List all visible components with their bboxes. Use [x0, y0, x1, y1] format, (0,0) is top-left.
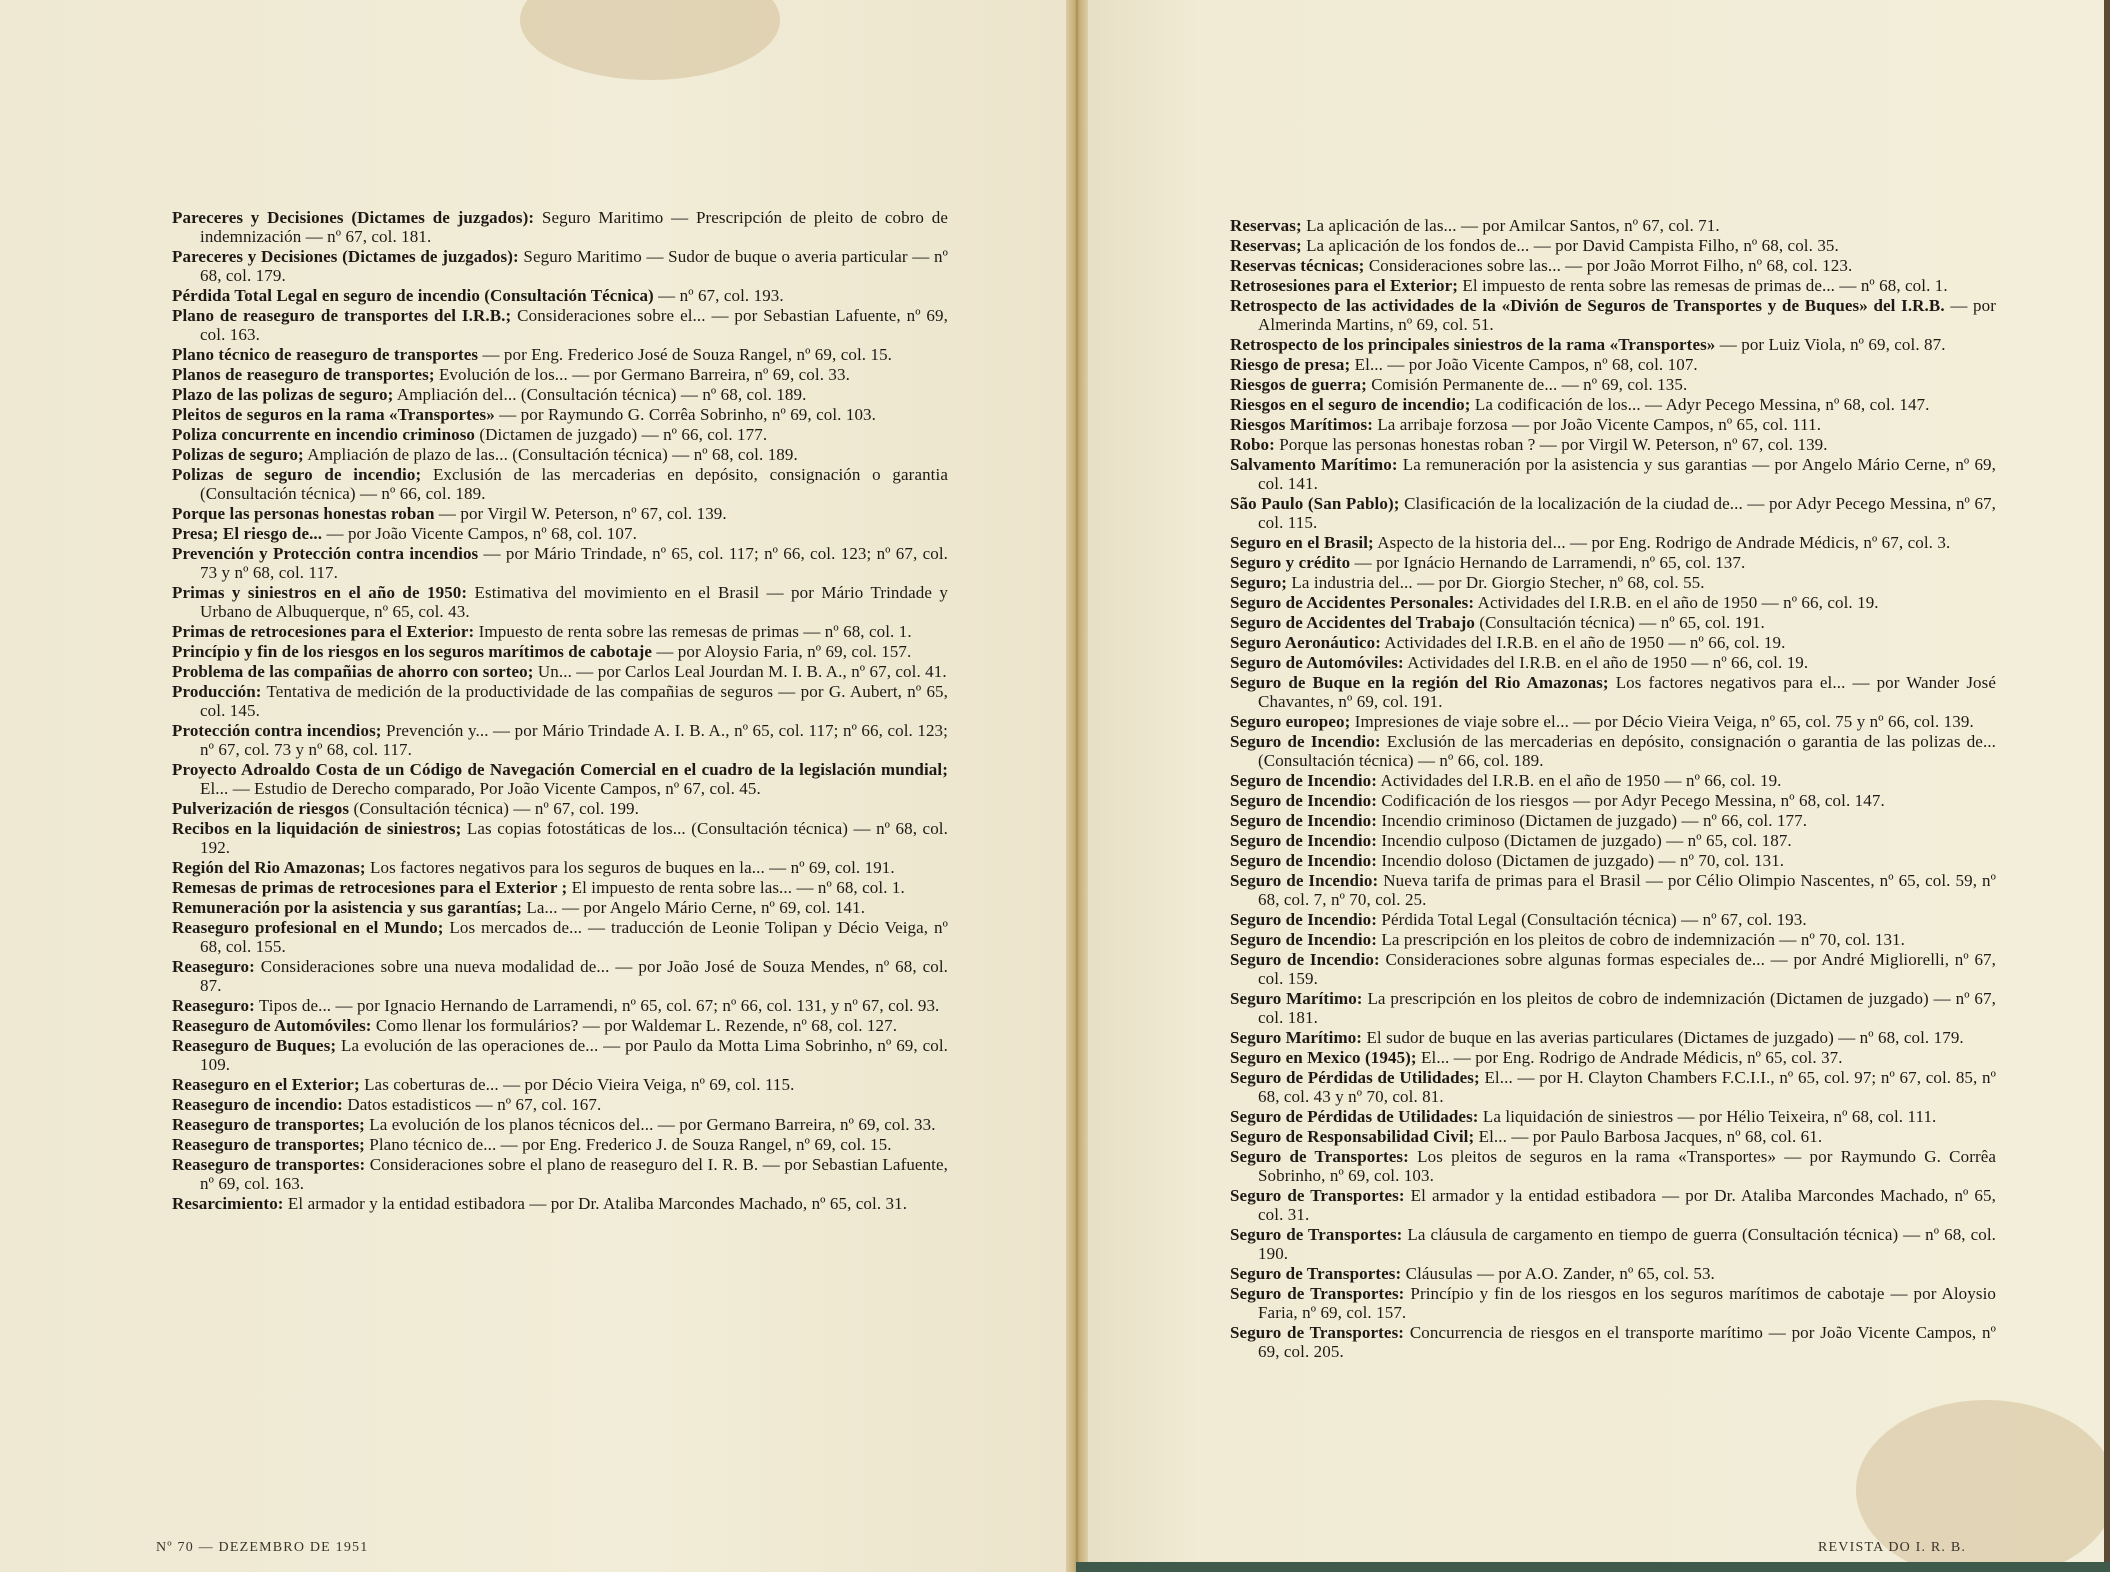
entry-reference: Cláusulas — por A.O. Zander, nº 65, col. 53. [1405, 1264, 1715, 1283]
entry-heading: Pleitos de seguros en la rama «Transportes» [172, 405, 495, 424]
entry-reference: Impuesto de renta sobre las remesas de primas — nº 68, col. 1. [478, 622, 912, 641]
entry-heading: Seguro de Accidentes Personales: [1230, 593, 1475, 612]
index-entry [172, 1075, 948, 1094]
entry-heading: Seguro de Pérdidas de Utilidades: [1230, 1107, 1479, 1126]
entry-reference: Consideraciones sobre algunas formas especiales de... — por André Migliorelli, nº 67, col. 159. [1258, 950, 1997, 988]
index-entry [172, 799, 948, 818]
entry-heading: Presa; El riesgo de... [172, 524, 323, 543]
index-column-right [1230, 216, 1996, 1362]
entry-heading: Seguro Marítimo: [1230, 1028, 1363, 1047]
entry-heading: Plano de reaseguro de transportes del I.R.B.; [172, 306, 512, 325]
entry-heading: Prevención y Protección contra incendios [172, 544, 479, 563]
index-entry [1230, 653, 1996, 672]
entry-reference: La evolución de las operaciones de... — por Paulo da Motta Lima Sobrinho, nº 69, col. 109. [200, 1036, 949, 1074]
entry-reference: — por Raymundo G. Corrêa Sobrinho, nº 69, col. 103. [499, 405, 877, 424]
entry-reference: Aspecto de la historia del... — por Eng. Rodrigo de Andrade Médicis, nº 67, col. 3. [1377, 533, 1951, 552]
entry-heading: Planos de reaseguro de transportes; [172, 365, 435, 384]
entry-reference: La cláusula de cargamento en tiempo de guerra (Consultación técnica) — nº 68, col. 190. [1258, 1225, 1996, 1263]
entry-heading: Seguro Aeronáutico: [1230, 633, 1381, 652]
index-entry [1230, 1127, 1996, 1146]
entry-heading: Seguro de Automóviles: [1230, 653, 1404, 672]
entry-heading: Seguro de Incendio: [1230, 930, 1378, 949]
entry-reference: Las coberturas de... — por Décio Vieira Veiga, nº 69, col. 115. [364, 1075, 795, 1094]
entry-reference: La evolución de los planos técnicos del... — por Germano Barreira, nº 69, col. 33. [369, 1115, 936, 1134]
index-entry [172, 1095, 948, 1114]
entry-reference: Los factores negativos para los seguros de buques en la... — nº 69, col. 191. [370, 858, 895, 877]
index-entry [172, 1194, 948, 1213]
entry-reference: El... — por Paulo Barbosa Jacques, nº 68, col. 61. [1478, 1127, 1823, 1146]
index-entry [172, 425, 948, 444]
index-entry [172, 878, 948, 897]
entry-reference: Clasificación de la localización de la ciudad de... — por Adyr Pecego Messina, nº 67, col. 115. [1258, 494, 1997, 532]
entry-reference: Incendio doloso (Dictamen de juzgado) — nº 70, col. 131. [1381, 851, 1785, 870]
entry-heading: Pareceres y Decisiones (Dictames de juzgados): [172, 247, 519, 266]
entry-heading: Reaseguro profesional en el Mundo; [172, 918, 444, 937]
index-entry [1230, 553, 1996, 572]
entry-heading: Salvamento Marítimo: [1230, 455, 1398, 474]
index-entry [1230, 236, 1996, 255]
entry-heading: Seguro y crédito [1230, 553, 1351, 572]
entry-heading: Seguro de Transportes: [1230, 1225, 1403, 1244]
entry-reference: El... — Estudio de Derecho comparado, Por João Vicente Campos, nº 67, col. 45. [200, 779, 761, 798]
entry-reference: Comisión Permanente de... — nº 69, col. 135. [1371, 375, 1688, 394]
entry-reference: Consideraciones sobre una nueva modalidad de... — por João José de Souza Mendes, nº 68, col. 87. [200, 957, 949, 995]
index-entry [1230, 395, 1996, 414]
index-entry [172, 286, 948, 305]
entry-reference: La prescripción en los pleitos de cobro de indemnización — nº 70, col. 131. [1381, 930, 1905, 949]
index-entry [172, 662, 948, 681]
entry-reference: Consideraciones sobre las... — por João Morrot Filho, nº 68, col. 123. [1368, 256, 1853, 275]
index-entry [172, 524, 948, 543]
entry-reference: Pérdida Total Legal (Consultación técnica) — nº 67, col. 193. [1381, 910, 1807, 929]
entry-heading: Poliza concurrente en incendio criminoso [172, 425, 476, 444]
index-entry [172, 544, 948, 582]
entry-heading: Retrospecto de las actividades de la «Divión de Seguros de Transportes y de Buques» del I.R.B. [1230, 296, 1945, 315]
index-entry [172, 622, 948, 641]
index-entry [1230, 1186, 1996, 1224]
entry-heading: Seguro en Mexico (1945); [1230, 1048, 1417, 1067]
index-entry [1230, 1147, 1996, 1185]
entry-reference: — por Virgil W. Peterson, nº 67, col. 139. [438, 504, 727, 523]
index-entry [172, 858, 948, 877]
entry-heading: Riesgos en el seguro de incendio; [1230, 395, 1471, 414]
index-entry [1230, 335, 1996, 354]
entry-reference: (Dictamen de juzgado) — nº 66, col. 177. [479, 425, 768, 444]
entry-reference: Prevención y... — por Mário Trindade A. I. B. A., nº 65, col. 117; nº 66, col. 123; nº 67, col. 73 y nº 68, col. 117. [200, 721, 948, 759]
entry-reference: El armador y la entidad estibadora — por Dr. Ataliba Marcondes Machado, nº 65, col. 31. [287, 1194, 908, 1213]
entry-reference: — por João Vicente Campos, nº 68, col. 107. [326, 524, 637, 543]
entry-reference: Porque las personas honestas roban ? — por Virgil W. Peterson, nº 67, col. 139. [1279, 435, 1828, 454]
index-entry [172, 208, 948, 246]
entry-heading: Retrospecto de los principales siniestros de la rama «Transportes» [1230, 335, 1716, 354]
entry-reference: La aplicación de los fondos de... — por David Campista Filho, nº 68, col. 35. [1306, 236, 1839, 255]
entry-heading: Problema de las compañias de ahorro con sorteo; [172, 662, 534, 681]
index-entry [172, 504, 948, 523]
entry-reference: Incendio culposo (Dictamen de juzgado) — nº 65, col. 187. [1381, 831, 1792, 850]
entry-reference: Ampliación del... (Consultación técnica) — nº 68, col. 189. [396, 385, 807, 404]
entry-heading: Seguro de Incendio: [1230, 910, 1378, 929]
entry-heading: Reaseguro de transportes; [172, 1115, 365, 1134]
entry-heading: Seguro de Incendio: [1230, 950, 1380, 969]
entry-reference: Seguro Maritimo — Prescripción de pleito de cobro de indemnización — nº 67, col. 181. [200, 208, 949, 246]
index-entry [1230, 1048, 1996, 1067]
entry-heading: Reservas; [1230, 236, 1302, 255]
entry-heading: Protección contra incendios; [172, 721, 382, 740]
entry-heading: Reaseguro en el Exterior; [172, 1075, 360, 1094]
index-entry [172, 583, 948, 621]
index-entry [1230, 415, 1996, 434]
index-entry [1230, 494, 1996, 532]
entry-heading: Reaseguro de transportes: [172, 1155, 366, 1174]
entry-reference: — por Eng. Frederico José de Souza Rangel, nº 69, col. 15. [482, 345, 893, 364]
entry-heading: Polizas de seguro; [172, 445, 304, 464]
index-entry [172, 1115, 948, 1134]
entry-reference: La arribaje forzosa — por João Vicente Campos, nº 65, col. 111. [1377, 415, 1822, 434]
entry-heading: Reaseguro de incendio: [172, 1095, 343, 1114]
index-entry [172, 760, 948, 798]
entry-heading: Seguro de Pérdidas de Utilidades; [1230, 1068, 1480, 1087]
index-entry [1230, 533, 1996, 552]
entry-heading: Seguro de Incendio: [1230, 851, 1378, 870]
entry-reference: — por Ignácio Hernando de Larramendi, nº 65, col. 137. [1354, 553, 1746, 572]
index-entry [172, 898, 948, 917]
index-entry [1230, 573, 1996, 592]
entry-heading: Seguro de Transportes: [1230, 1147, 1409, 1166]
entry-reference: Los mercados de... — traducción de Leonie Tolipan y Décio Veiga, nº 68, col. 155. [200, 918, 948, 956]
entry-heading: Seguro de Transportes: [1230, 1264, 1402, 1283]
index-entry [172, 1036, 948, 1074]
entry-heading: Polizas de seguro de incendio; [172, 465, 422, 484]
book-spine [1066, 0, 1088, 1572]
entry-heading: Pareceres y Decisiones (Dictames de juzgados): [172, 208, 535, 227]
entry-reference: Exclusión de las mercaderias en depósito, consignación o garantia (Consultación técnica) — nº 66, col. 189. [200, 465, 948, 503]
entry-reference: Nueva tarifa de primas para el Brasil — por Célio Olimpio Nascentes, nº 65, col. 59, nº 68, col. 7, nº 70, col. 25. [1258, 871, 1996, 909]
index-entry [1230, 771, 1996, 790]
index-entry [172, 306, 948, 344]
entry-heading: Riesgos Marítimos: [1230, 415, 1373, 434]
footer-journal: REVISTA DO I. R. B. [1818, 1540, 1967, 1555]
index-entry [1230, 1264, 1996, 1283]
index-entry [1230, 712, 1996, 731]
entry-reference: El impuesto de renta sobre las... — nº 68, col. 1. [571, 878, 905, 897]
entry-reference: Los pleitos de seguros en la rama «Transportes» — por Raymundo G. Corrêa Sobrinho, nº 69, col. 103. [1258, 1147, 1997, 1185]
entry-reference: Estimativa del movimiento en el Brasil — por Mário Trindade y Urbano de Albuquerque, nº 65, col. 43. [200, 583, 948, 621]
entry-reference: Evolución de los... — por Germano Barreira, nº 69, col. 33. [438, 365, 850, 384]
entry-reference: — por Aloysio Faria, nº 69, col. 157. [656, 642, 912, 661]
index-entry [1230, 1107, 1996, 1126]
index-entry [1230, 1323, 1996, 1361]
entry-reference: El sudor de buque en las averias particulares (Dictames de juzgado) — nº 68, col. 179. [1366, 1028, 1964, 1047]
index-entry [1230, 732, 1996, 770]
entry-heading: Reaseguro de transportes; [172, 1135, 365, 1154]
index-entry [172, 642, 948, 661]
entry-heading: Porque las personas honestas roban [172, 504, 435, 523]
index-entry [1230, 871, 1996, 909]
index-entry [172, 1016, 948, 1035]
entry-reference: La liquidación de siniestros — por Hélio Teixeira, nº 68, col. 111. [1482, 1107, 1937, 1126]
entry-reference: Actividades del I.R.B. en el año de 1950 — nº 66, col. 19. [1384, 633, 1786, 652]
index-entry [172, 918, 948, 956]
entry-heading: Reservas técnicas; [1230, 256, 1365, 275]
entry-reference: Tipos de... — por Ignacio Hernando de Larramendi, nº 65, col. 67; nº 66, col. 131, y nº 67, col. 93. [258, 996, 940, 1015]
entry-heading: Seguro de Incendio: [1230, 871, 1379, 890]
index-entry [1230, 355, 1996, 374]
index-entry [1230, 256, 1996, 275]
index-entry [1230, 216, 1996, 235]
entry-reference: — por Luiz Viola, nº 69, col. 87. [1719, 335, 1946, 354]
entry-heading: Plano técnico de reaseguro de transportes [172, 345, 479, 364]
index-entry [1230, 930, 1996, 949]
entry-reference: El armador y la entidad estibadora — por Dr. Ataliba Marcondes Machado, nº 65, col. 31. [1258, 1186, 1996, 1224]
entry-heading: Seguro de Transportes: [1230, 1284, 1405, 1303]
index-entry [1230, 455, 1996, 493]
entry-heading: São Paulo (San Pablo); [1230, 494, 1400, 513]
entry-reference: Impresiones de viaje sobre el... — por Décio Vieira Veiga, nº 65, col. 75 y nº 66, col. 139. [1354, 712, 1974, 731]
entry-heading: Reaseguro de Buques; [172, 1036, 337, 1055]
entry-reference: Exclusión de las mercaderias en depósito, consignación o garantia de las polizas de... (Consultación técnica) — nº 66, col. 189. [1258, 732, 1996, 770]
entry-heading: Seguro de Incendio: [1230, 831, 1378, 850]
entry-heading: Seguro de Transportes: [1230, 1323, 1405, 1342]
cover-strip [1076, 1562, 2110, 1572]
right-page [1076, 0, 2110, 1572]
entry-heading: Riesgo de presa; [1230, 355, 1351, 374]
index-entry [1230, 989, 1996, 1027]
entry-heading: Reaseguro de Automóviles: [172, 1016, 372, 1035]
entry-heading: Seguro de Incendio: [1230, 791, 1378, 810]
entry-heading: Seguro de Responsabilidad Civil; [1230, 1127, 1475, 1146]
index-entry [1230, 851, 1996, 870]
index-entry [1230, 1028, 1996, 1047]
index-entry [172, 1155, 948, 1193]
index-entry [1230, 633, 1996, 652]
entry-heading: Remuneración por la asistencia y sus garantías; [172, 898, 523, 917]
entry-reference: (Consultación técnica) — nº 65, col. 191. [1479, 613, 1765, 632]
entry-reference: — nº 67, col. 193. [658, 286, 784, 305]
entry-reference: El... — por Eng. Rodrigo de Andrade Médicis, nº 65, col. 37. [1421, 1048, 1843, 1067]
index-entry [1230, 435, 1996, 454]
entry-heading: Seguro de Transportes: [1230, 1186, 1405, 1205]
index-entry [172, 1135, 948, 1154]
entry-reference: La prescripción en los pleitos de cobro de indemnización (Dictamen de juzgado) — nº 67, col. 181. [1258, 989, 1996, 1027]
entry-heading: Seguro europeo; [1230, 712, 1351, 731]
entry-reference: Actividades del I.R.B. en el año de 1950 — nº 66, col. 19. [1380, 771, 1782, 790]
index-entry [172, 721, 948, 759]
paper-stain [520, 0, 780, 80]
index-entry [172, 682, 948, 720]
index-entry [1230, 1284, 1996, 1322]
index-entry [1230, 811, 1996, 830]
entry-heading: Proyecto Adroaldo Costa de un Código de Navegación Comercial en el cuadro de la legislación mundial; [172, 760, 948, 779]
entry-reference: Concurrencia de riesgos en el transporte marítimo — por João Vicente Campos, nº 69, col. 205. [1258, 1323, 1996, 1361]
entry-reference: Codificación de los riesgos — por Adyr Pecego Messina, nº 68, col. 147. [1381, 791, 1885, 810]
entry-reference: Incendio criminoso (Dictamen de juzgado) — nº 66, col. 177. [1381, 811, 1808, 830]
entry-reference: (Consultación técnica) — nº 67, col. 199. [353, 799, 640, 818]
index-entry [1230, 1225, 1996, 1263]
index-entry [1230, 1068, 1996, 1106]
entry-heading: Seguro Marítimo: [1230, 989, 1363, 1008]
entry-heading: Retrosesiones para el Exterior; [1230, 276, 1458, 295]
index-entry [172, 465, 948, 503]
index-entry [1230, 831, 1996, 850]
index-entry [1230, 613, 1996, 632]
entry-heading: Seguro; [1230, 573, 1288, 592]
index-entry [172, 405, 948, 424]
entry-reference: Datos estadisticos — nº 67, col. 167. [347, 1095, 602, 1114]
index-entry [172, 957, 948, 995]
entry-heading: Seguro de Incendio: [1230, 771, 1378, 790]
entry-heading: Primas de retrocesiones para el Exterior: [172, 622, 475, 641]
entry-reference: Las copias fotostáticas de los... (Consultación técnica) — nº 68, col. 192. [200, 819, 948, 857]
entry-heading: Seguro de Accidentes del Trabajo [1230, 613, 1475, 632]
entry-heading: Reaseguro: [172, 996, 255, 1015]
entry-heading: Riesgos de guerra; [1230, 375, 1367, 394]
book-edge [2104, 0, 2110, 1572]
entry-reference: Consideraciones sobre el... — por Sebastian Lafuente, nº 69, col. 163. [200, 306, 948, 344]
index-entry [1230, 910, 1996, 929]
entry-reference: El... — por João Vicente Campos, nº 68, col. 107. [1354, 355, 1698, 374]
index-entry [172, 385, 948, 404]
entry-reference: El impuesto de renta sobre las remesas de primas de... — nº 68, col. 1. [1462, 276, 1948, 295]
entry-heading: Seguro de Incendio: [1230, 811, 1378, 830]
index-entry [172, 996, 948, 1015]
entry-reference: Ampliación de plazo de las... (Consultación técnica) — nº 68, col. 189. [307, 445, 798, 464]
entry-reference: La... — por Angelo Mário Cerne, nº 69, col. 141. [526, 898, 866, 917]
index-entry [172, 247, 948, 285]
index-entry [172, 365, 948, 384]
entry-heading: Seguro de Incendio: [1230, 732, 1381, 751]
entry-reference: Tentativa de medición de la productividade de las compañias de seguros — por G. Aubert, nº 65, col. 145. [200, 682, 949, 720]
entry-reference: Consideraciones sobre el plano de reaseguro del I. R. B. — por Sebastian Lafuente, nº 69, col. 163. [200, 1155, 948, 1193]
entry-reference: La industria del... — por Dr. Giorgio Stecher, nº 68, col. 55. [1291, 573, 1705, 592]
index-entry [1230, 673, 1996, 711]
entry-heading: Reaseguro: [172, 957, 255, 976]
entry-heading: Pérdida Total Legal en seguro de incendio (Consultación Técnica) [172, 286, 654, 305]
index-entry [172, 345, 948, 364]
entry-reference: — por Mário Trindade, nº 65, col. 117; nº 66, col. 123; nº 67, col. 73 y nº 68, col. 117. [200, 544, 948, 582]
entry-heading: Pulverización de riesgos [172, 799, 350, 818]
entry-heading: Recibos en la liquidación de siniestros; [172, 819, 462, 838]
entry-heading: Resarcimiento: [172, 1194, 284, 1213]
index-entry [1230, 375, 1996, 394]
footer-issue: Nº 70 — DEZEMBRO DE 1951 [156, 1540, 369, 1555]
entry-heading: Seguro de Buque en la región del Rio Amazonas; [1230, 673, 1609, 692]
entry-heading: Plazo de las polizas de seguro; [172, 385, 394, 404]
entry-reference: La remuneración por la asistencia y sus garantias — por Angelo Mário Cerne, nº 69, col. 141. [1258, 455, 1996, 493]
index-entry [172, 445, 948, 464]
entry-heading: Región del Rio Amazonas; [172, 858, 366, 877]
index-entry [1230, 593, 1996, 612]
entry-heading: Seguro en el Brasil; [1230, 533, 1374, 552]
entry-heading: Robo: [1230, 435, 1275, 454]
index-entry [1230, 296, 1996, 334]
entry-heading: Primas y siniestros en el año de 1950: [172, 583, 468, 602]
entry-heading: Remesas de primas de retrocesiones para el Exterior ; [172, 878, 568, 897]
entry-reference: Los factores negativos para el... — por Wander José Chavantes, nº 69, col. 191. [1258, 673, 1996, 711]
entry-reference: Un... — por Carlos Leal Jourdan M. I. B. A., nº 67, col. 41. [537, 662, 947, 681]
entry-heading: Producción: [172, 682, 262, 701]
entry-reference: Plano técnico de... — por Eng. Frederico J. de Souza Rangel, nº 69, col. 15. [369, 1135, 892, 1154]
entry-reference: Actividades del I.R.B. en el año de 1950 — nº 66, col. 19. [1407, 653, 1809, 672]
entry-heading: Princípio y fin de los riesgos en los seguros marítimos de cabotaje [172, 642, 652, 661]
entry-heading: Reservas; [1230, 216, 1302, 235]
entry-reference: Actividades del I.R.B. en el año de 1950 — nº 66, col. 19. [1477, 593, 1879, 612]
entry-reference: Seguro Maritimo — Sudor de buque o averia particular — nº 68, col. 179. [200, 247, 948, 285]
index-entry [1230, 276, 1996, 295]
index-entry [172, 819, 948, 857]
entry-reference: Princípio y fin de los riesgos en los seguros marítimos de cabotaje — por Aloysio Faria, nº 69, col. 157. [1258, 1284, 1997, 1322]
entry-reference: Como llenar los formulários? — por Waldemar L. Rezende, nº 68, col. 127. [375, 1016, 898, 1035]
entry-reference: — por Almerinda Martins, nº 69, col. 51. [1258, 296, 1996, 334]
entry-reference: La codificación de los... — Adyr Pecego Messina, nº 68, col. 147. [1474, 395, 1930, 414]
index-entry [1230, 950, 1996, 988]
index-column-left [172, 208, 948, 1214]
index-entry [1230, 791, 1996, 810]
entry-reference: La aplicación de las... — por Amilcar Santos, nº 67, col. 71. [1306, 216, 1720, 235]
entry-reference: El... — por H. Clayton Chambers F.C.I.I., nº 65, col. 97; nº 67, col. 85, nº 68, col. 43 y nº 70, col. 81. [1258, 1068, 1996, 1106]
